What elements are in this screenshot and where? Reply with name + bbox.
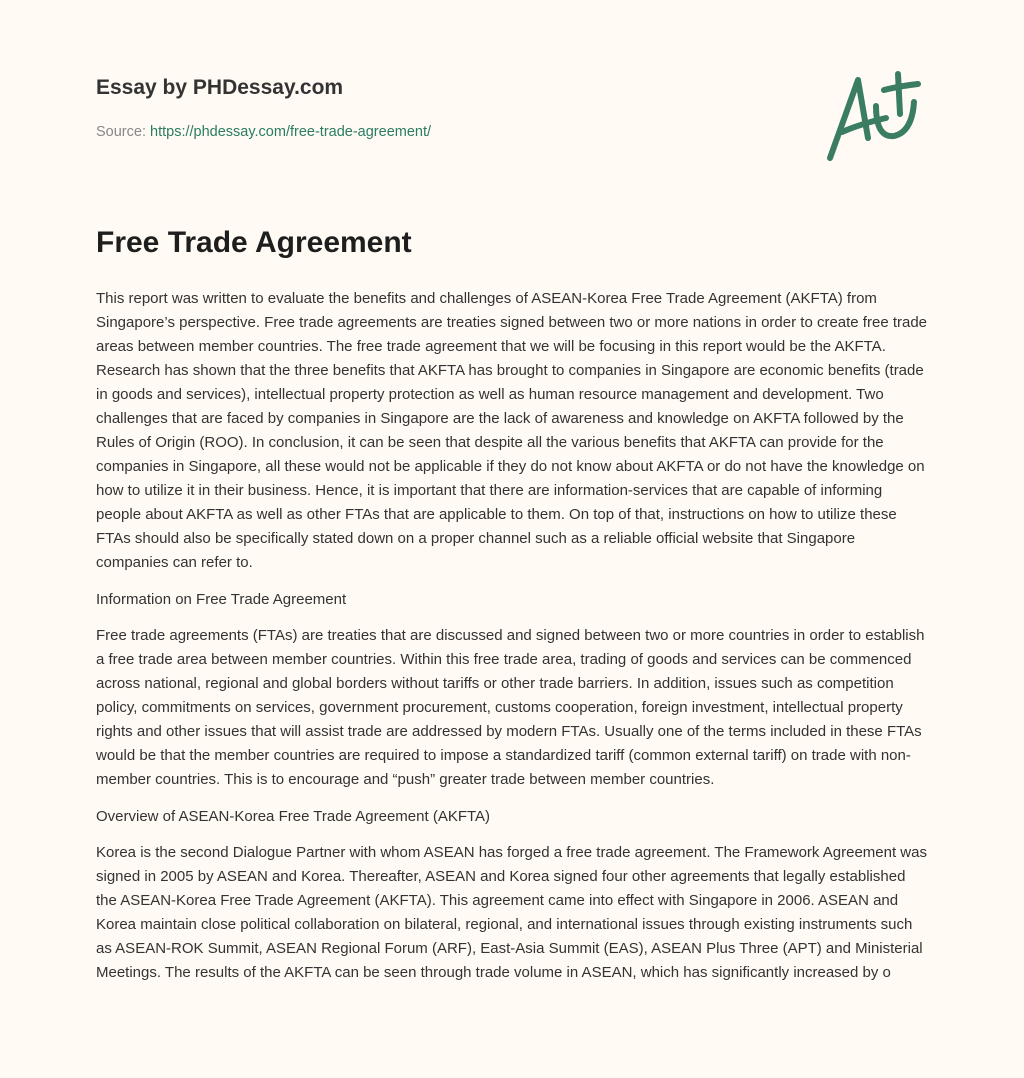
- source-link[interactable]: https://phdessay.com/free-trade-agreement/: [150, 124, 432, 140]
- section-heading: Overview of ASEAN-Korea Free Trade Agreement (AKFTA): [96, 808, 491, 825]
- site-title: Essay by PHDessay.com: [96, 76, 344, 99]
- paragraph: Korea is the second Dialogue Partner with whom ASEAN has forged a free trade agreement. The Framework Agreement was signed in 2005 by ASEAN and Korea. Thereafter, ASEAN and Korea signed four other agreements that legally established the ASEAN-Korea Free Trade Agreement (AKFTA). This agreement came into effect with Singapore in 2006. ASEAN and Korea maintain close political collaboration on bilateral, regional, and international issues through existing instruments such as ASEAN-ROK Summit, ASEAN Regional Forum (ARF), East-Asia Summit (EAS), ASEAN Plus Three (APT) and Ministerial Meetings. The results of the AKFTA can be seen through trade volume in ASEAN, which has significantly increased by o: [96, 844, 927, 981]
- paragraph: Free trade agreements (FTAs) are treaties that are discussed and signed between two or more countries in order to establish a free trade area between member countries. Within this free trade area, trading of goods and services can be commenced across national, regional and global borders without tariffs or other trade barriers. In addition, issues such as competition policy, commitments on services, government procurement, customs cooperation, foreign investment, intellectual property rights and other issues that will assist trade are addressed by modern FTAs. Usually one of the terms included in these FTAs would be that the member countries are required to impose a standardized tariff (common external tariff) on trade with non-member countries. This is to encourage and “push” greater trade between member countries.: [96, 627, 925, 788]
- section-heading: Information on Free Trade Agreement: [96, 591, 347, 608]
- article-title: Free Trade Agreement: [96, 226, 412, 259]
- source-label: Source:: [96, 124, 146, 140]
- source-line: [96, 124, 431, 140]
- article-body: [96, 287, 930, 998]
- paragraph: This report was written to evaluate the benefits and challenges of ASEAN-Korea Free Trade Agreement (AKFTA) from Singapore’s perspective. Free trade agreements are treaties signed between two or more nations in order to create free trade areas between member countries. The free trade agreement that we will be focusing in this report would be the AKFTA. Research has shown that the three benefits that AKFTA has brought to companies in Singapore are economic benefits (trade in goods and services), intellectual property protection as well as human resource management and development. Two challenges that are faced by companies in Singapore are the lack of awareness and knowledge on AKFTA followed by the Rules of Origin (ROO). In conclusion, it can be seen that despite all the various benefits that AKFTA can provide for the companies in Singapore, all these would not be applicable if they do not know about AKFTA or do not have the knowledge on how to utilize it in their business. Hence, it is important that there are information-services that are capable of informing people about AKFTA as well as other FTAs that are applicable to them. On top of that, instructions on how to utilize these FTAs should also be specifically stated down on a proper channel such as a reliable official website that Singapore companies can refer to.: [96, 290, 928, 571]
- a-plus-logo-icon: [820, 66, 930, 166]
